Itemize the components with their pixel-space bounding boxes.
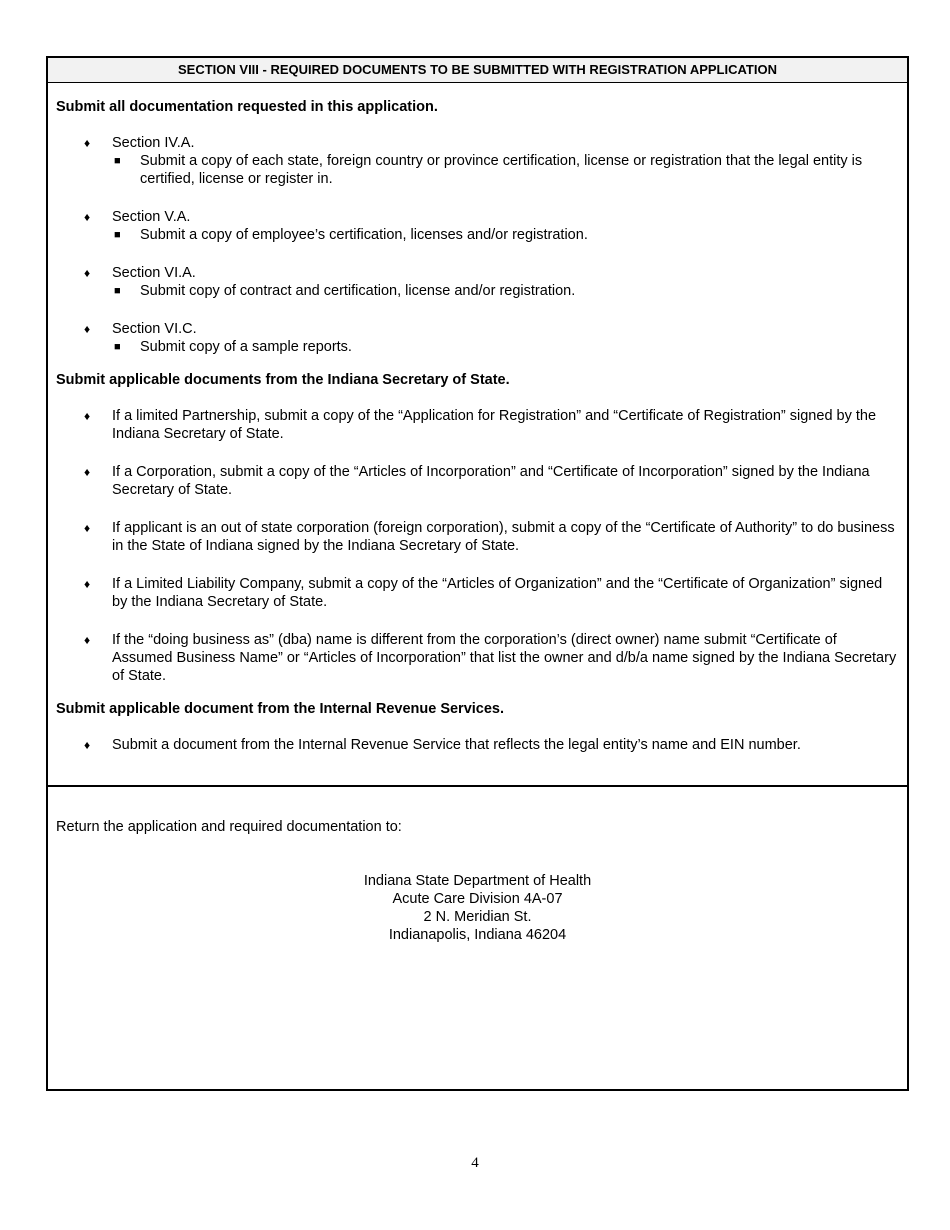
diamond-bullet-icon: ♦ [84, 322, 91, 336]
sub-item [112, 338, 899, 356]
address-line: Indianapolis, Indiana 46204 [388, 927, 567, 943]
sub-item [112, 152, 899, 188]
diamond-bullet-icon: ♦ [84, 577, 91, 591]
page-number: 4 [471, 1155, 479, 1171]
section-title: SECTION VIII - REQUIRED DOCUMENTS TO BE SUBMITTED WITH REGISTRATION APPLICATION [48, 58, 907, 83]
item-text: If a limited Partnership, submit a copy of the “Application for Registration” and “Certificate of Registration” signed by the Indiana Secretary of State. [112, 408, 877, 442]
list-item [56, 407, 899, 443]
list-item [56, 519, 899, 555]
return-address-section [46, 783, 909, 1091]
item-label: Section IV.A. [112, 135, 195, 151]
sub-item-text: Submit copy of a sample reports. [140, 339, 352, 355]
item-text: If applicant is an out of state corporation (foreign corporation), submit a copy of the “Certificate of Authority” to do business in the State of Indiana signed by the Indiana Secretary of State. [112, 520, 895, 554]
return-instructions: Return the application and required documentation to: [56, 819, 402, 835]
diamond-bullet-icon: ♦ [84, 738, 91, 752]
diamond-bullet-icon: ♦ [84, 409, 91, 423]
list-item [56, 208, 899, 244]
group3-heading: Submit applicable document from the Internal Revenue Services. [56, 701, 505, 717]
list-item [56, 320, 899, 356]
sub-item [112, 226, 899, 244]
diamond-bullet-icon: ♦ [84, 210, 91, 224]
item-text: If a Corporation, submit a copy of the “Articles of Incorporation” and “Certificate of Incorporation” signed by the Indiana Secretary of State. [112, 464, 870, 498]
square-bullet-icon: ■ [114, 229, 121, 241]
sub-item [112, 282, 899, 300]
list-item [56, 736, 899, 754]
address-line: Acute Care Division 4A-07 [392, 891, 563, 907]
square-bullet-icon: ■ [114, 155, 121, 167]
item-label: Section V.A. [112, 209, 191, 225]
list-item [56, 463, 899, 499]
diamond-bullet-icon: ♦ [84, 521, 91, 535]
item-text: If the “doing business as” (dba) name is different from the corporation’s (direct owner) name submit “Certificate of Assumed Business Name” or “Articles of Incorporation” that list the owner and d/b/a name signed by the Indiana Secretary of State. [112, 632, 897, 684]
group2-heading: Submit applicable documents from the Indiana Secretary of State. [56, 372, 510, 388]
diamond-bullet-icon: ♦ [84, 465, 91, 479]
list-item [56, 631, 899, 685]
item-label: Section VI.C. [112, 321, 197, 337]
diamond-bullet-icon: ♦ [84, 633, 91, 647]
square-bullet-icon: ■ [114, 285, 121, 297]
group1-heading: Submit all documentation requested in this application. [56, 99, 438, 115]
sub-item-text: Submit copy of contract and certification, license and/or registration. [140, 283, 576, 299]
list-item [56, 264, 899, 300]
item-label: Section VI.A. [112, 265, 196, 281]
address-line: Indiana State Department of Health [363, 873, 592, 889]
item-text: If a Limited Liability Company, submit a copy of the “Articles of Organization” and the “Certificate of Organization” signed by the Indiana Secretary of State. [112, 576, 883, 610]
sub-item-text: Submit a copy of employee’s certification, licenses and/or registration. [140, 227, 588, 243]
section-content [48, 98, 907, 754]
diamond-bullet-icon: ♦ [84, 266, 91, 280]
address-line: 2 N. Meridian St. [423, 909, 532, 925]
sub-item-text: Submit a copy of each state, foreign country or province certification, license or registration that the legal entity is certified, license or register in. [140, 153, 863, 187]
item-text: Submit a document from the Internal Revenue Service that reflects the legal entity’s name and EIN number. [112, 737, 801, 753]
required-documents-section [46, 56, 909, 787]
diamond-bullet-icon: ♦ [84, 136, 91, 150]
mailing-address [48, 872, 907, 944]
square-bullet-icon: ■ [114, 341, 121, 353]
list-item [56, 575, 899, 611]
list-item [56, 134, 899, 188]
